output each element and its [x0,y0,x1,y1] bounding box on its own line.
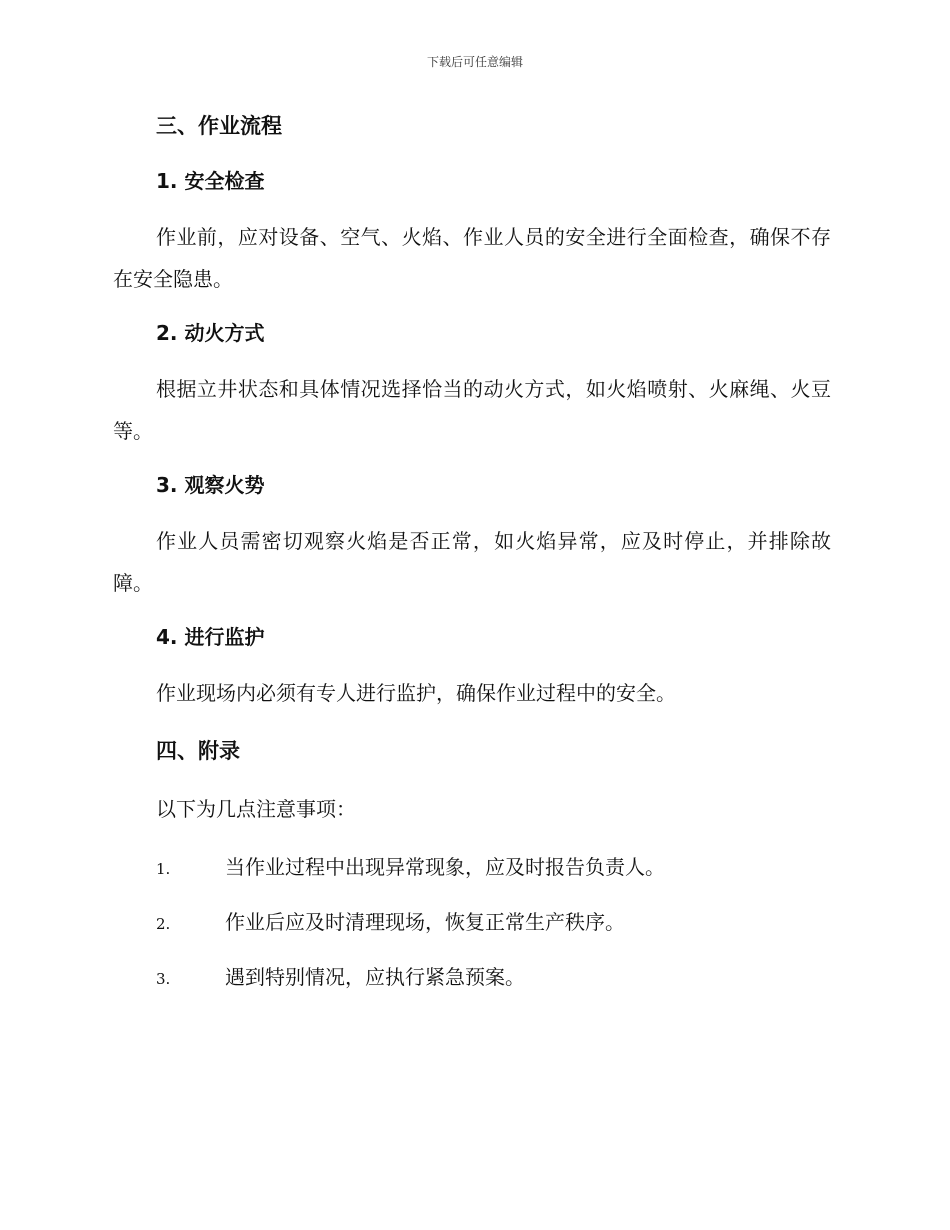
list-item [113,959,831,995]
paragraph-ignition-method: 根据立井状态和具体情况选择恰当的动火方式，如火焰喷射、火麻绳、火豆等。 [113,377,831,443]
paragraph-appendix-intro: 以下为几点注意事项： [156,797,356,821]
subsection-heading-observe-fire: 3. 观察火势 [156,473,265,497]
list-text: 遇到特别情况，应执行紧急预案。 [225,965,525,989]
paragraph-supervision: 作业现场内必须有专人进行监护，确保作业过程中的安全。 [156,681,676,705]
section-heading-workflow: 三、作业流程 [156,114,282,138]
list-number: 2. [156,915,171,933]
subsection-heading-safety-check: 1. 安全检查 [156,169,265,193]
paragraph-safety-check: 作业前，应对设备、空气、火焰、作业人员的安全进行全面检查，确保不存在安全隐患。 [113,225,831,291]
list-item [113,904,831,940]
list-text: 当作业过程中出现异常现象，应及时报告负责人。 [225,855,665,879]
list-item [113,849,831,885]
document-body [113,108,831,1014]
paragraph-observe-fire: 作业人员需密切观察火焰是否正常，如火焰异常，应及时停止，并排除故障。 [113,529,831,595]
list-text: 作业后应及时清理现场，恢复正常生产秩序。 [225,910,625,934]
list-number: 3. [156,970,171,988]
page-header: 下载后可任意编辑 [426,55,523,69]
subsection-heading-supervision: 4. 进行监护 [156,625,265,649]
subsection-heading-ignition-method: 2. 动火方式 [156,321,265,345]
section-heading-appendix: 四、附录 [156,739,240,763]
list-number: 1. [156,860,171,878]
